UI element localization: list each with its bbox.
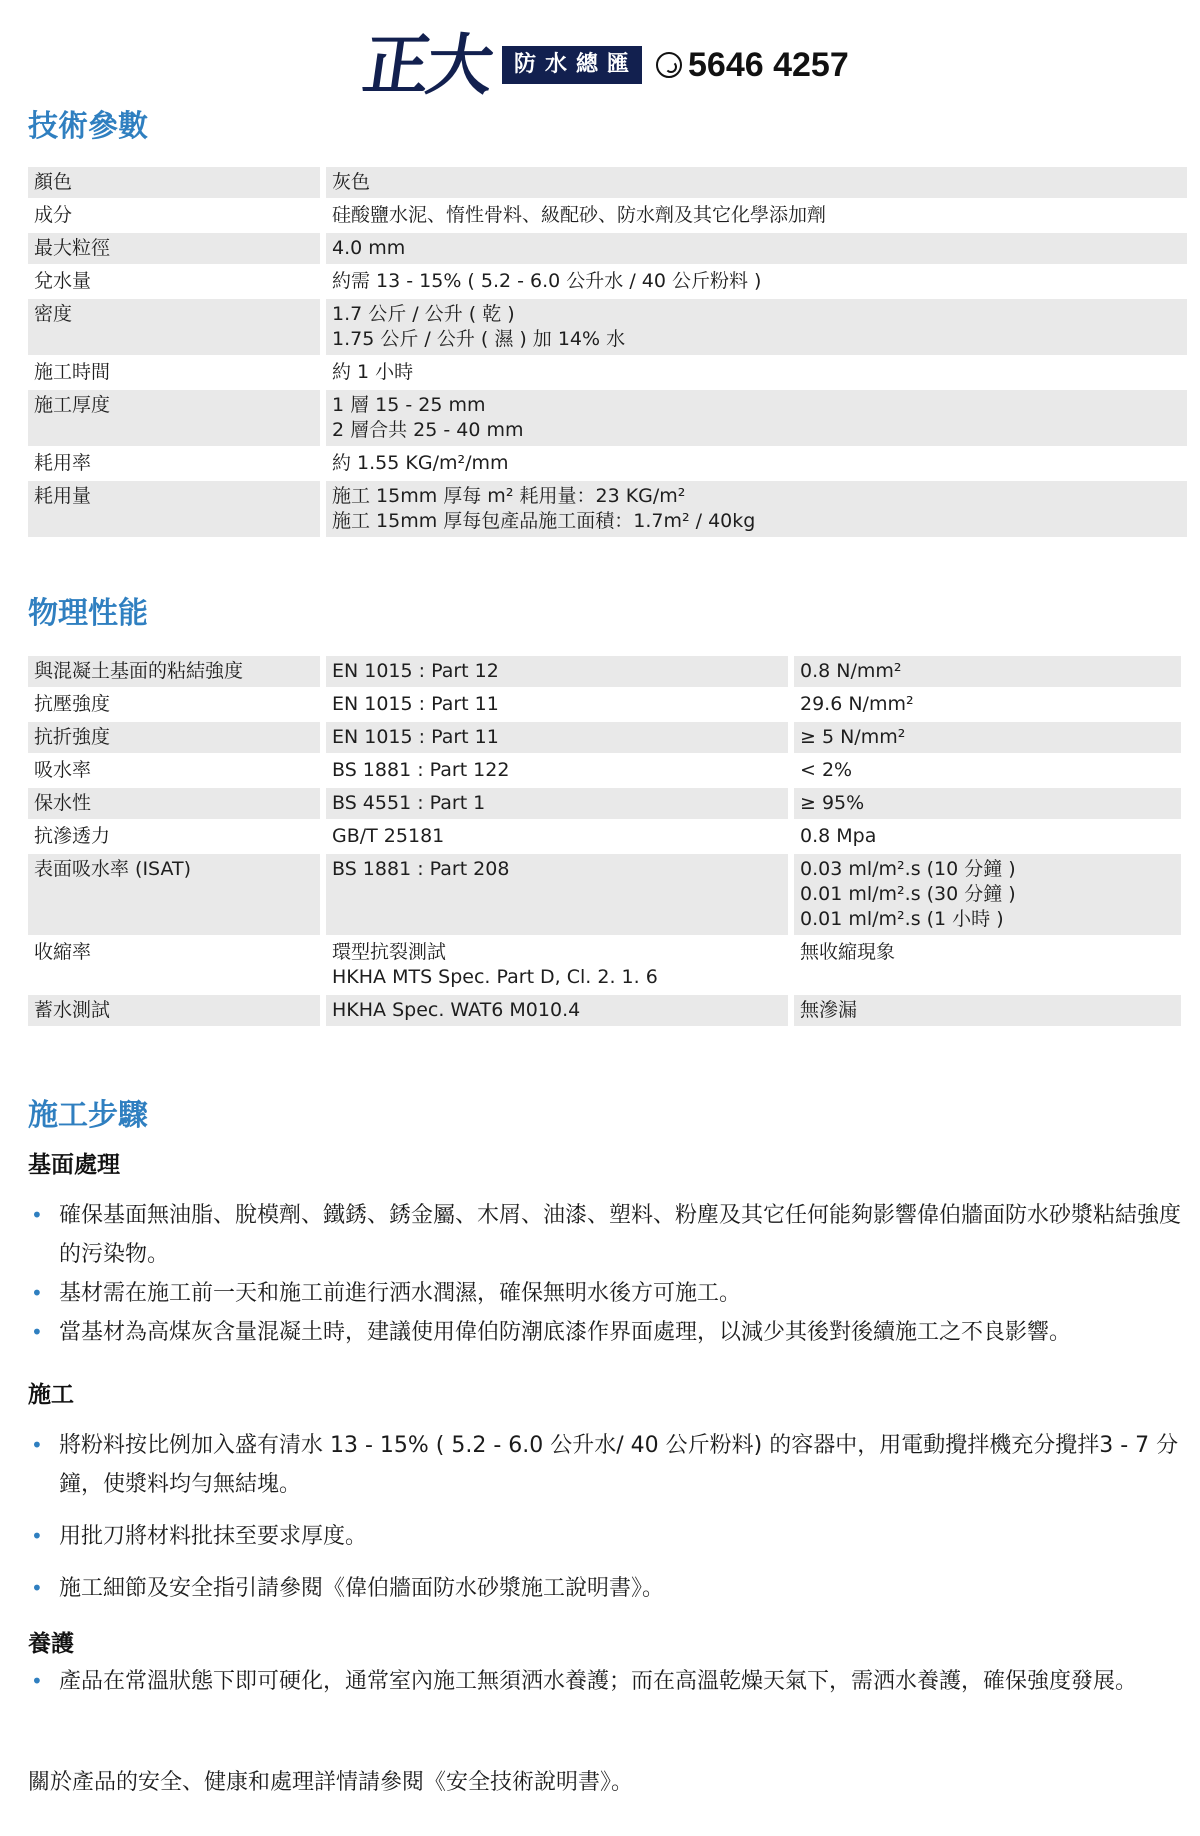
property-cell: 蓄水測試 [28,995,320,1026]
table-row [28,656,1187,687]
brand-name: 正大 [358,26,496,104]
param-value-cell: 約需 13 - 15% ( 5.2 - 6.0 公升水 / 40 公斤粉料 ) [332,270,762,292]
standard-cell: EN 1015 : Part 11 [332,693,499,715]
table-row [28,481,1187,537]
param-label-cell: 施工厚度 [28,390,320,446]
result-cell: 無滲漏 [794,995,1181,1026]
param-label-cell: 兌水量 [34,270,92,292]
result-cell: < 2% [800,759,853,781]
table-row [28,755,1187,786]
list-item: • 產品在常溫狀態下即可硬化，通常室內施工無須洒水養護；而在高溫乾燥天氣下，需洒水養護，確保強度發展。 [28,1662,1188,1701]
list-item: • 施工細節及安全指引請參閱《偉伯牆面防水砂漿施工說明書》。 [28,1569,1188,1608]
cure-list [28,1662,1188,1701]
table-row [28,233,1187,264]
table-row [28,266,1187,297]
list-item: • 用批刀將材料批抹至要求厚度。 [28,1517,1188,1556]
cure-title: 養護 [28,1631,74,1657]
property-cell: 抗折強度 [28,722,320,753]
table-row [28,357,1187,388]
table-row [28,299,1187,355]
tech-heading: 技術參數 [28,109,148,144]
brand-logo [358,26,849,104]
param-value-cell: 灰色 [326,167,1187,198]
param-label-cell: 顏色 [28,167,320,198]
result-cell: 0.03 ml/m².s (10 分鐘 ) 0.01 ml/m².s (30 分鐘 ) 0.01 ml/m².s (1 小時 ) [794,854,1181,935]
param-label-cell: 耗用量 [28,481,320,537]
standard-cell: HKHA Spec. WAT6 M010.4 [326,995,788,1026]
param-label-cell: 耗用率 [34,452,92,474]
table-row [28,390,1187,446]
safety-note: 關於產品的安全、健康和處理詳情請參閱《安全技術說明書》。 [28,1770,634,1795]
param-label-cell: 密度 [28,299,320,355]
list-item: • 當基材為高煤灰含量混凝土時，建議使用偉伯防潮底漆作界面處理，以減少其後對後續施工之不良影響。 [28,1313,1188,1352]
whatsapp-icon [656,52,682,78]
param-value-cell: 1 層 15 - 25 mm 2 層合共 25 - 40 mm [326,390,1187,446]
table-row [28,722,1187,753]
property-cell: 抗壓強度 [34,693,111,715]
result-cell: 0.8 Mpa [800,825,877,847]
standard-cell: EN 1015 : Part 11 [326,722,788,753]
result-cell: ≥ 5 N/mm² [794,722,1181,753]
property-cell: 與混凝土基面的粘結強度 [28,656,320,687]
table-row [28,937,1187,993]
prep-list [28,1196,1188,1352]
brand-tagline: 防水總匯 [502,46,642,84]
param-value-cell: 硅酸鹽水泥、惰性骨料、級配砂、防水劑及其它化學添加劑 [332,204,827,226]
apply-list [28,1426,1188,1608]
physical-table [28,656,1187,1028]
list-item: • 基材需在施工前一天和施工前進行洒水潤濕，確保無明水後方可施工。 [28,1274,1188,1313]
apply-title: 施工 [28,1382,74,1408]
table-row [28,200,1187,231]
param-label-cell: 最大粒徑 [28,233,320,264]
result-cell: 29.6 N/mm² [800,693,914,715]
list-item: • 確保基面無油脂、脫模劑、鐵銹、銹金屬、木屑、油漆、塑料、粉塵及其它任何能夠影響偉伯牆面防水砂漿粘結強度的污染物。 [28,1196,1188,1274]
tech-table [28,167,1187,539]
property-cell: 吸水率 [34,759,92,781]
result-cell: 無收縮現象 [800,941,896,963]
standard-cell: EN 1015 : Part 12 [326,656,788,687]
property-cell: 表面吸水率 (ISAT) [28,854,320,935]
table-row [28,821,1187,852]
param-label-cell: 施工時間 [34,361,111,383]
property-cell: 抗滲透力 [34,825,111,847]
table-row [28,448,1187,479]
param-value-cell: 約 1.55 KG/m²/mm [332,452,509,474]
result-cell: ≥ 95% [794,788,1181,819]
standard-cell: GB/T 25181 [332,825,445,847]
phone-number: 5646 4257 [688,45,849,84]
table-row [28,788,1187,819]
table-row [28,854,1187,935]
param-value-cell: 4.0 mm [326,233,1187,264]
phone-contact [656,46,849,85]
param-value-cell: 約 1 小時 [332,361,414,383]
property-cell: 保水性 [28,788,320,819]
physical-heading: 物理性能 [28,596,148,631]
standard-cell: BS 4551 : Part 1 [326,788,788,819]
standard-cell: 環型抗裂測試 HKHA MTS Spec. Part D, Cl. 2. 1. 6 [332,941,658,988]
steps-heading: 施工步驟 [28,1098,148,1133]
table-row [28,689,1187,720]
standard-cell: BS 1881 : Part 208 [326,854,788,935]
list-item: • 將粉料按比例加入盛有清水 13 - 15% ( 5.2 - 6.0 公升水/ 40 公斤粉料) 的容器中，用電動攪拌機充分攪拌3 - 7 分鐘，使漿料均勻無結塊。 [28,1426,1188,1504]
table-row [28,995,1187,1026]
param-value-cell: 施工 15mm 厚每 m² 耗用量：23 KG/m² 施工 15mm 厚每包產品施工面積：1.7m² / 40kg [326,481,1187,537]
standard-cell: BS 1881 : Part 122 [332,759,510,781]
table-row [28,167,1187,198]
param-label-cell: 成分 [34,204,73,226]
prep-title: 基面處理 [28,1152,120,1178]
result-cell: 0.8 N/mm² [794,656,1181,687]
param-value-cell: 1.7 公斤 / 公升 ( 乾 ) 1.75 公斤 / 公升 ( 濕 ) 加 14% 水 [326,299,1187,355]
property-cell: 收縮率 [34,941,92,963]
